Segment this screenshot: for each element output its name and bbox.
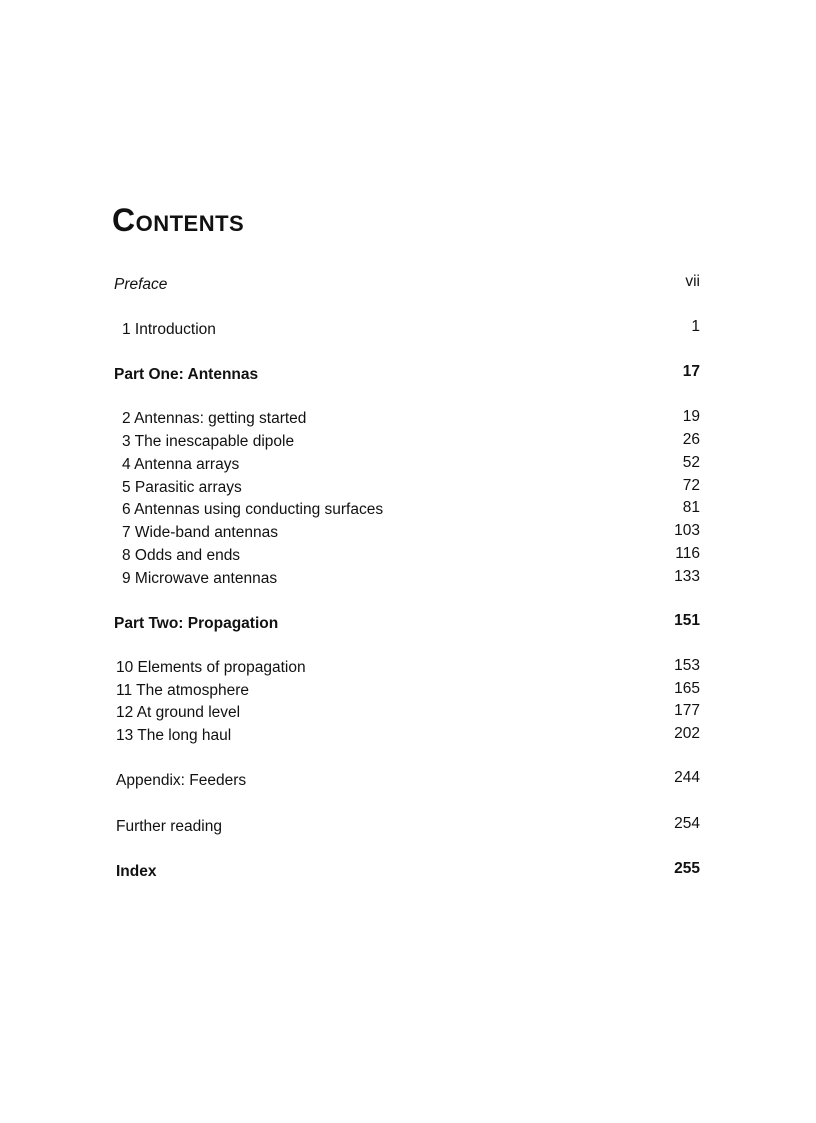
toc-entry-label: Part One: Antennas [114, 366, 259, 383]
toc-entry-page: 19 [682, 408, 700, 425]
toc-entry-label: Appendix: Feeders [116, 772, 247, 789]
toc-entry-chapter-5 [0, 478, 816, 498]
toc-entry-label: 12 At ground level [116, 704, 241, 721]
toc-entry-chapter-10 [0, 658, 816, 678]
toc-entry-label: 9 Microwave antennas [122, 570, 278, 587]
page-title: Contents [112, 202, 245, 238]
toc-entry-part-two [0, 614, 816, 634]
toc-entry-index [0, 862, 816, 882]
toc-entry-page: 17 [682, 363, 700, 380]
toc-entry-page: 133 [674, 568, 700, 585]
toc-entry-label: 6 Antennas using conducting surfaces [122, 501, 384, 518]
toc-entry-page: 177 [674, 702, 700, 719]
toc-entry-page: 244 [674, 769, 700, 786]
toc-entry-appendix [0, 771, 816, 791]
toc-entry-label: 7 Wide-band antennas [122, 524, 278, 541]
toc-entry-label: 5 Parasitic arrays [122, 479, 242, 496]
toc-entry-chapter-13 [0, 726, 816, 746]
toc-entry-page: 52 [682, 454, 700, 471]
toc-entry-label: 10 Elements of propagation [116, 659, 306, 676]
toc-entry-page: 72 [682, 477, 700, 494]
toc-entry-label: 13 The long haul [116, 727, 232, 744]
toc-entry-chapter-1 [0, 320, 816, 340]
toc-entry-page: 116 [675, 545, 700, 562]
toc-entry-label: 2 Antennas: getting started [122, 410, 307, 427]
toc-entry-chapter-2 [0, 409, 816, 429]
toc-entry-page: 1 [691, 318, 700, 335]
toc-entry-page: 151 [674, 612, 700, 629]
toc-entry-page: 165 [674, 680, 700, 697]
toc-entry-chapter-7 [0, 523, 816, 543]
toc-entry-label: Preface [114, 276, 168, 293]
toc-entry-page: 202 [674, 725, 700, 742]
toc-entry-page: 26 [682, 431, 700, 448]
toc-entry-page: 153 [674, 657, 700, 674]
toc-entry-label: Part Two: Propagation [114, 615, 279, 632]
toc-entry-chapter-11 [0, 681, 816, 701]
toc-entry-label: Index [116, 863, 157, 880]
toc-entry-chapter-8 [0, 546, 816, 566]
toc-entry-chapter-12 [0, 703, 816, 723]
toc-entry-chapter-9 [0, 569, 816, 589]
toc-entry-part-one [0, 365, 816, 385]
toc-entry-chapter-6 [0, 500, 816, 520]
toc-entry-label: 3 The inescapable dipole [122, 433, 295, 450]
toc-entry-page: vii [685, 273, 700, 290]
toc-entry-label: 11 The atmosphere [116, 682, 249, 699]
toc-entry-chapter-4 [0, 455, 816, 475]
toc-entry-label: 4 Antenna arrays [122, 456, 240, 473]
toc-entry-page: 255 [674, 860, 700, 877]
toc-entry-chapter-3 [0, 432, 816, 452]
toc-entry-further-reading [0, 817, 816, 837]
toc-entry-label: 1 Introduction [122, 321, 216, 338]
toc-entry-page: 81 [682, 499, 700, 516]
toc-entry-page: 254 [674, 815, 700, 832]
toc-entry-page: 103 [674, 522, 700, 539]
toc-entry-label: Further reading [116, 818, 222, 835]
toc-entry-preface [0, 275, 816, 295]
toc-entry-label: 8 Odds and ends [122, 547, 241, 564]
